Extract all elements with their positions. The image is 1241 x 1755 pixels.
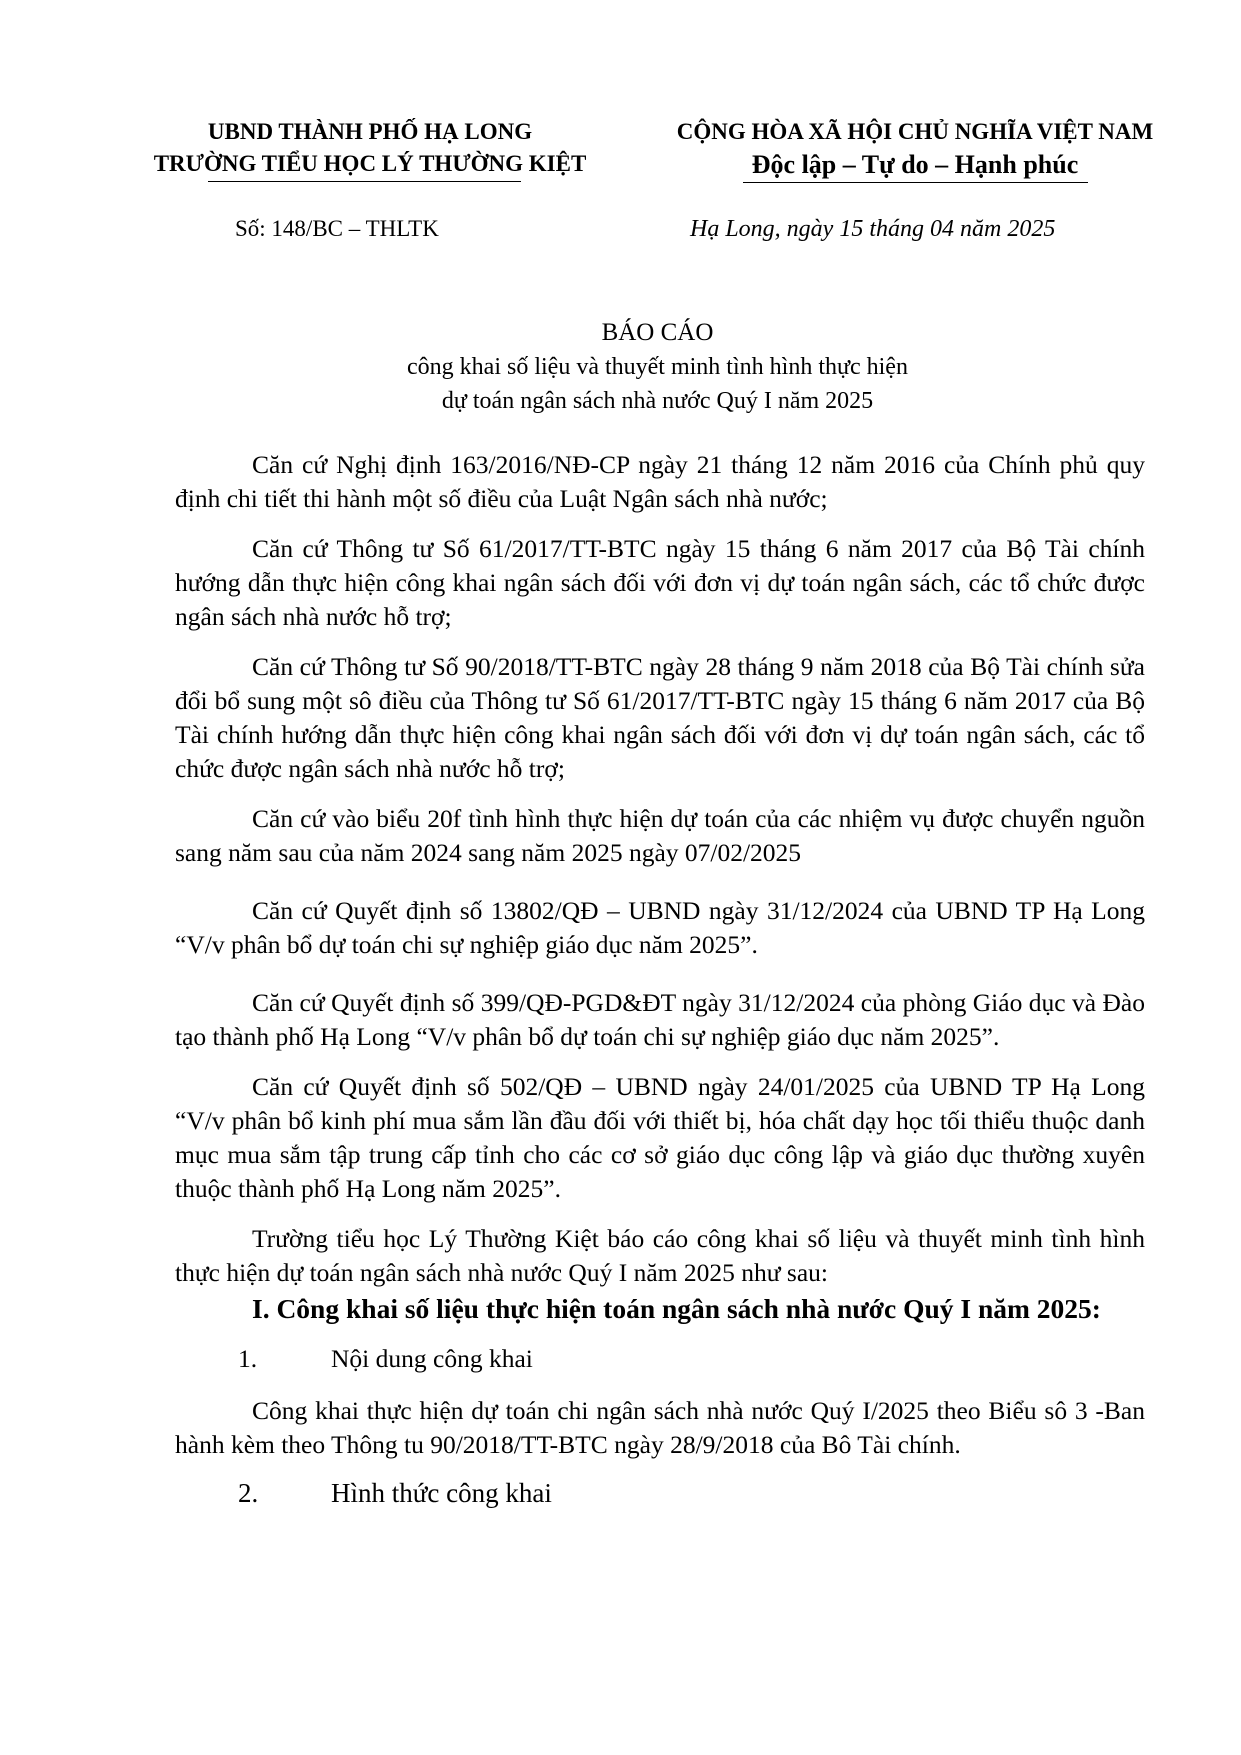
report-title (160, 316, 1155, 418)
paragraph: Công khai thực hiện dự toán chi ngân sách nhà nước Quý I/2025 theo Biểu sô 3 -Ban hành kèm theo Thông tu 90/2018/TT-BTC ngày 28/9/2018 của Bô Tài chính. (175, 1396, 1145, 1459)
section-heading: I. Công khai số liệu thực hiện toán ngân sách nhà nước Quý I năm 2025: (252, 1293, 1101, 1324)
paragraph: Căn cứ Nghị định 163/2016/NĐ-CP ngày 21 tháng 12 năm 2016 của Chính phủ quy định chi tiết thi hành một số điều của Luật Ngân sách nhà nước; (175, 450, 1145, 513)
subsection-title: Nội dung công khai (331, 1344, 533, 1373)
paragraph: Căn cứ Quyết định số 13802/QĐ – UBND ngày 31/12/2024 của UBND TP Hạ Long “V/v phân bổ dự toán chi sự nghiệp giáo dục năm 2025”. (175, 896, 1145, 959)
title-line-3: dự toán ngân sách nhà nước Quý I năm 2025 (441, 388, 874, 414)
paragraph: Trường tiểu học Lý Thường Kiệt báo cáo công khai số liệu và thuyết minh tình hình thực hiện dự toán ngân sách nhà nước Quý I năm 2025 như sau: (175, 1224, 1145, 1287)
subsection-2 (175, 1474, 1145, 1512)
national-title: CỘNG HÒA XÃ HỘI CHỦ NGHĨA VIỆT NAM (676, 119, 1154, 144)
issuing-authority (120, 116, 620, 180)
national-motto: Độc lập – Tự do – Hạnh phúc (751, 150, 1079, 179)
authority-line-2: TRƯỜNG TIỂU HỌC LÝ THƯỜNG KIỆT (153, 151, 587, 176)
authority-line-1: UBND THÀNH PHỐ HẠ LONG (207, 119, 533, 144)
subsection-number: 2. (238, 1478, 259, 1508)
national-header (640, 116, 1190, 182)
title-line-1: BÁO CÁO (601, 319, 714, 346)
report-body (175, 448, 1145, 1512)
motto-underline (743, 182, 1088, 183)
paragraph: Căn cứ vào biểu 20f tình hình thực hiện dự toán của các nhiệm vụ được chuyển nguồn sang năm sau của năm 2024 sang năm 2025 ngày 07/02/2025 (175, 804, 1145, 867)
authority-underline (208, 181, 521, 182)
document-date: Hạ Long, ngày 15 tháng 04 năm 2025 (690, 216, 1056, 242)
subsection-1 (175, 1340, 1145, 1378)
subsection-number: 1. (238, 1344, 258, 1373)
paragraph: Căn cứ Quyết định số 502/QĐ – UBND ngày 24/01/2025 của UBND TP Hạ Long “V/v phân bổ kinh phí mua sắm lần đầu đối với thiết bị, hóa chất dạy học tối thiểu thuộc danh mục mua sắm tập trung cấp tỉnh cho các cơ sở giáo dục công lập và giáo dục thường xuyên thuộc thành phố Hạ Long năm 2025”. (175, 1072, 1145, 1203)
document-number: Số: 148/BC – THLTK (235, 216, 439, 241)
paragraph: Căn cứ Quyết định số 399/QĐ-PGD&ĐT ngày 31/12/2024 của phòng Giáo dục và Đào tạo thành phố Hạ Long “V/v phân bổ dự toán chi sự nghiệp giáo dục năm 2025”. (175, 988, 1145, 1051)
subsection-title: Hình thức công khai (331, 1478, 552, 1508)
paragraph: Căn cứ Thông tư Số 90/2018/TT-BTC ngày 28 tháng 9 năm 2018 của Bộ Tài chính sửa đổi bổ sung một sô điều của Thông tư Số 61/2017/TT-BTC ngày 15 tháng 6 năm 2017 của Bộ Tài chính hướng dẫn thực hiện công khai ngân sách đối với đơn vị dự toán ngân sách, các tổ chức được ngân sách nhà nước hỗ trợ; (175, 652, 1145, 783)
title-line-2: công khai số liệu và thuyết minh tình hình thực hiện (407, 354, 908, 380)
paragraph: Căn cứ Thông tư Số 61/2017/TT-BTC ngày 15 tháng 6 năm 2017 của Bộ Tài chính hướng dẫn thực hiện công khai ngân sách đối với đơn vị dự toán ngân sách, các tổ chức được ngân sách nhà nước hỗ trợ; (175, 534, 1145, 631)
